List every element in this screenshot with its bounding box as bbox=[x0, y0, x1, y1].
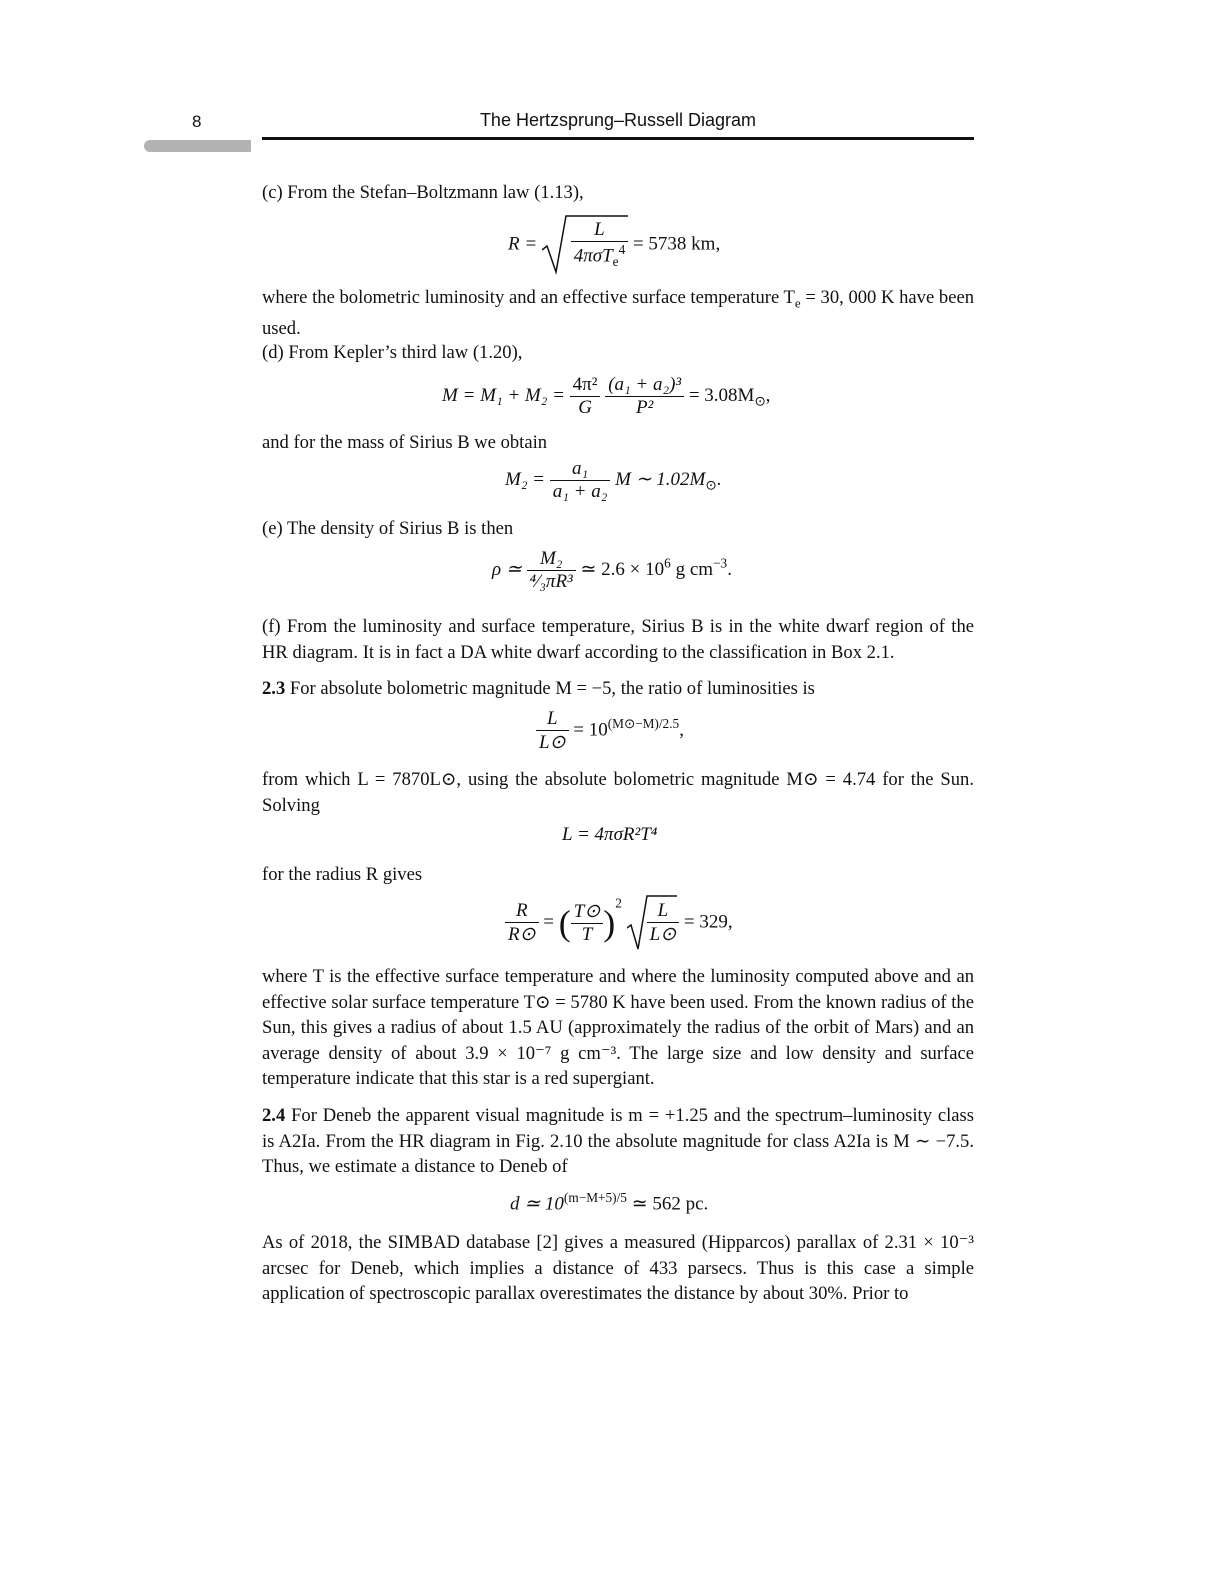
eq-m2-den: a₁ + a₂ bbox=[552, 481, 608, 502]
eq-m-frac2 bbox=[605, 374, 684, 419]
eq-sb: L = 4πσR²T⁴ bbox=[562, 824, 658, 845]
eq-l-sup: (M⊙−M)/2.5 bbox=[607, 716, 680, 732]
eq-rho-sup2: −3 bbox=[713, 555, 728, 571]
eq-l-frac bbox=[536, 708, 569, 754]
eq-rho-den: ⁴⁄₃πR³ bbox=[529, 571, 573, 592]
equation-lum-ratio bbox=[536, 708, 684, 754]
paragraph-e bbox=[262, 516, 974, 542]
eq-m-rhs-sub: ⊙ bbox=[754, 393, 766, 409]
eq-r-lhs: R = bbox=[508, 233, 538, 255]
left-paren: ( bbox=[558, 903, 571, 943]
paragraph-f-text: (f) From the luminosity and surface temperature, Sirius B is in the white dwarf region of the HR diagram. It is in fact a DA white dwarf according to the classification in Box 2.1. bbox=[262, 616, 974, 663]
p-24-text: For Deneb the apparent visual magnitude is m = +1.25 and the spectrum–luminosity class is A2Ia. From the HR diagram in Fig. 2.10 the absolute magnitude for class A2Ia is M ∼ −7.5. Thus, we estimate a distance to Deneb of bbox=[262, 1105, 974, 1177]
eq-rr-lnum: L bbox=[657, 900, 669, 921]
eq-m2-rhs-sub: ⊙ bbox=[705, 477, 717, 493]
equation-distance bbox=[510, 1190, 708, 1215]
eq-rho-sup: 6 bbox=[664, 555, 671, 571]
eq-d: d ≃ 10 bbox=[510, 1193, 564, 1215]
eq-l-end: , bbox=[679, 719, 684, 741]
eq-d-rhs: ≃ 562 pc. bbox=[626, 1193, 709, 1215]
eq-rho-unit: g cm bbox=[670, 558, 714, 580]
eq-rho-end: . bbox=[727, 558, 732, 580]
chapter-tab-marker bbox=[144, 140, 251, 152]
eq-rr-tden: T bbox=[581, 924, 593, 945]
eq-m-num2: (a₁ + a₂)³ bbox=[608, 374, 682, 395]
eq-m2-num: a₁ bbox=[571, 458, 589, 479]
eq-m-den1: G bbox=[578, 397, 592, 418]
paragraph-c2 bbox=[262, 285, 974, 342]
eq-rho-rhs: ≃ 2.6 × 10 bbox=[580, 558, 665, 580]
eq-r-den-sup: 4 bbox=[618, 242, 626, 258]
eq-rr-lfrac bbox=[647, 900, 680, 946]
paragraph-d2-text: and for the mass of Sirius B we obtain bbox=[262, 432, 548, 453]
eq-rr-tnum: T⊙ bbox=[573, 901, 601, 922]
p-24b-text: As of 2018, the SIMBAD database [2] gives a measured (Hipparcos) parallax of 2.31 × 10⁻³ arcsec for Deneb, which implies a distance of 433 parsecs. Thus is this case a simple application of spectroscopic parallax overestimates the distance by about 30%. Prior to bbox=[262, 1232, 974, 1304]
eq-m-rhs: = 3.08M bbox=[688, 384, 755, 406]
equation-m2 bbox=[505, 458, 721, 503]
eq-rr-tfrac bbox=[571, 900, 604, 946]
eq-l-rhs: = 10 bbox=[573, 719, 608, 741]
paragraph-d-text: (d) From Kepler’s third law (1.20), bbox=[262, 342, 523, 363]
eq-rr-sup: 2 bbox=[615, 895, 622, 911]
page-number: 8 bbox=[192, 112, 202, 131]
equation-radius bbox=[508, 214, 720, 276]
equation-density bbox=[492, 548, 732, 593]
eq-m-num1: 4π² bbox=[570, 374, 601, 397]
eq-rr-num: R bbox=[515, 900, 528, 921]
p-c2-a: where the bolometric luminosity and an effective surface temperature T bbox=[262, 287, 795, 308]
eq-m2-rhs-end: . bbox=[716, 468, 722, 490]
paragraph-e-text: (e) The density of Sirius B is then bbox=[262, 518, 514, 539]
eq-m2-frac bbox=[550, 458, 611, 503]
paragraph-2-4b bbox=[262, 1230, 974, 1307]
eq-r-den-sub: e bbox=[612, 254, 619, 270]
p-c2-sub: e bbox=[794, 295, 801, 311]
problem-number-2-3: 2.3 bbox=[262, 678, 286, 699]
paragraph-d bbox=[262, 340, 974, 366]
eq-rho-lhs: ρ ≃ bbox=[492, 558, 522, 580]
eq-rho-frac bbox=[527, 548, 576, 593]
eq-m2-rhs: M ∼ 1.02M bbox=[615, 468, 706, 490]
p-23c-text: for the radius R gives bbox=[262, 864, 423, 885]
eq-m-rhs-end: , bbox=[765, 384, 771, 406]
equation-radius-ratio bbox=[505, 894, 733, 952]
paragraph-2-4 bbox=[262, 1103, 974, 1180]
equation-stefan bbox=[562, 824, 657, 846]
eq-rr-lden: L⊙ bbox=[649, 924, 677, 945]
eq-rr-rhs: = 329, bbox=[683, 911, 733, 933]
eq-l-num: L bbox=[546, 708, 558, 729]
p-23-text: For absolute bolometric magnitude M = −5, the ratio of luminosities is bbox=[285, 678, 815, 699]
eq-rr-frac bbox=[505, 900, 539, 946]
eq-rr-eq: = bbox=[543, 911, 554, 933]
paragraph-2-3c bbox=[262, 862, 974, 888]
eq-r-den: 4πσT bbox=[573, 245, 613, 267]
problem-number-2-4: 2.4 bbox=[262, 1105, 286, 1126]
paragraph-d2 bbox=[262, 430, 974, 456]
eq-rr-den: R⊙ bbox=[508, 924, 536, 945]
eq-m-frac1 bbox=[570, 374, 601, 419]
eq-r-rhs: = 5738 km, bbox=[632, 233, 721, 255]
eq-l-den: L⊙ bbox=[539, 732, 566, 753]
eq-m-lhs: M = M₁ + M₂ = bbox=[442, 384, 565, 406]
right-paren: ) bbox=[603, 903, 616, 943]
eq-r-num: L bbox=[594, 219, 605, 241]
p-23b-text: from which L = 7870L⊙, using the absolute bolometric magnitude M⊙ = 4.74 for the Sun. Solving bbox=[262, 769, 974, 816]
equation-kepler bbox=[442, 374, 770, 419]
paragraph-f bbox=[262, 614, 974, 665]
eq-r-fraction bbox=[571, 219, 629, 270]
p-c2-b: = 30, 000 K have been used. bbox=[262, 287, 974, 340]
eq-rho-num: M₂ bbox=[539, 548, 563, 569]
paragraph-2-3d bbox=[262, 964, 974, 1092]
paragraph-2-3b bbox=[262, 767, 974, 818]
eq-m-den2: P² bbox=[635, 397, 654, 418]
paragraph-c bbox=[262, 180, 974, 206]
header-rule bbox=[262, 137, 974, 140]
paragraph-c-text: (c) From the Stefan–Boltzmann law (1.13), bbox=[262, 182, 584, 203]
p-23d-text: where T is the effective surface temperature and where the luminosity computed above and an effective solar surface temperature T⊙ = 5780 K have been used. From the known radius of the Sun, this gives a radius of about 1.5 AU (approximately the radius of the orbit of Mars) and an average density of about 3.9 × 10⁻⁷ g cm⁻³. The large size and low density and surface temperature indicate that this star is a red supergiant. bbox=[262, 966, 974, 1089]
eq-m2-lhs: M₂ = bbox=[505, 468, 546, 490]
eq-d-sup: (m−M+5)/5 bbox=[563, 1190, 627, 1205]
running-title: The Hertzsprung–Russell Diagram bbox=[479, 110, 757, 130]
paragraph-2-3 bbox=[262, 676, 974, 702]
